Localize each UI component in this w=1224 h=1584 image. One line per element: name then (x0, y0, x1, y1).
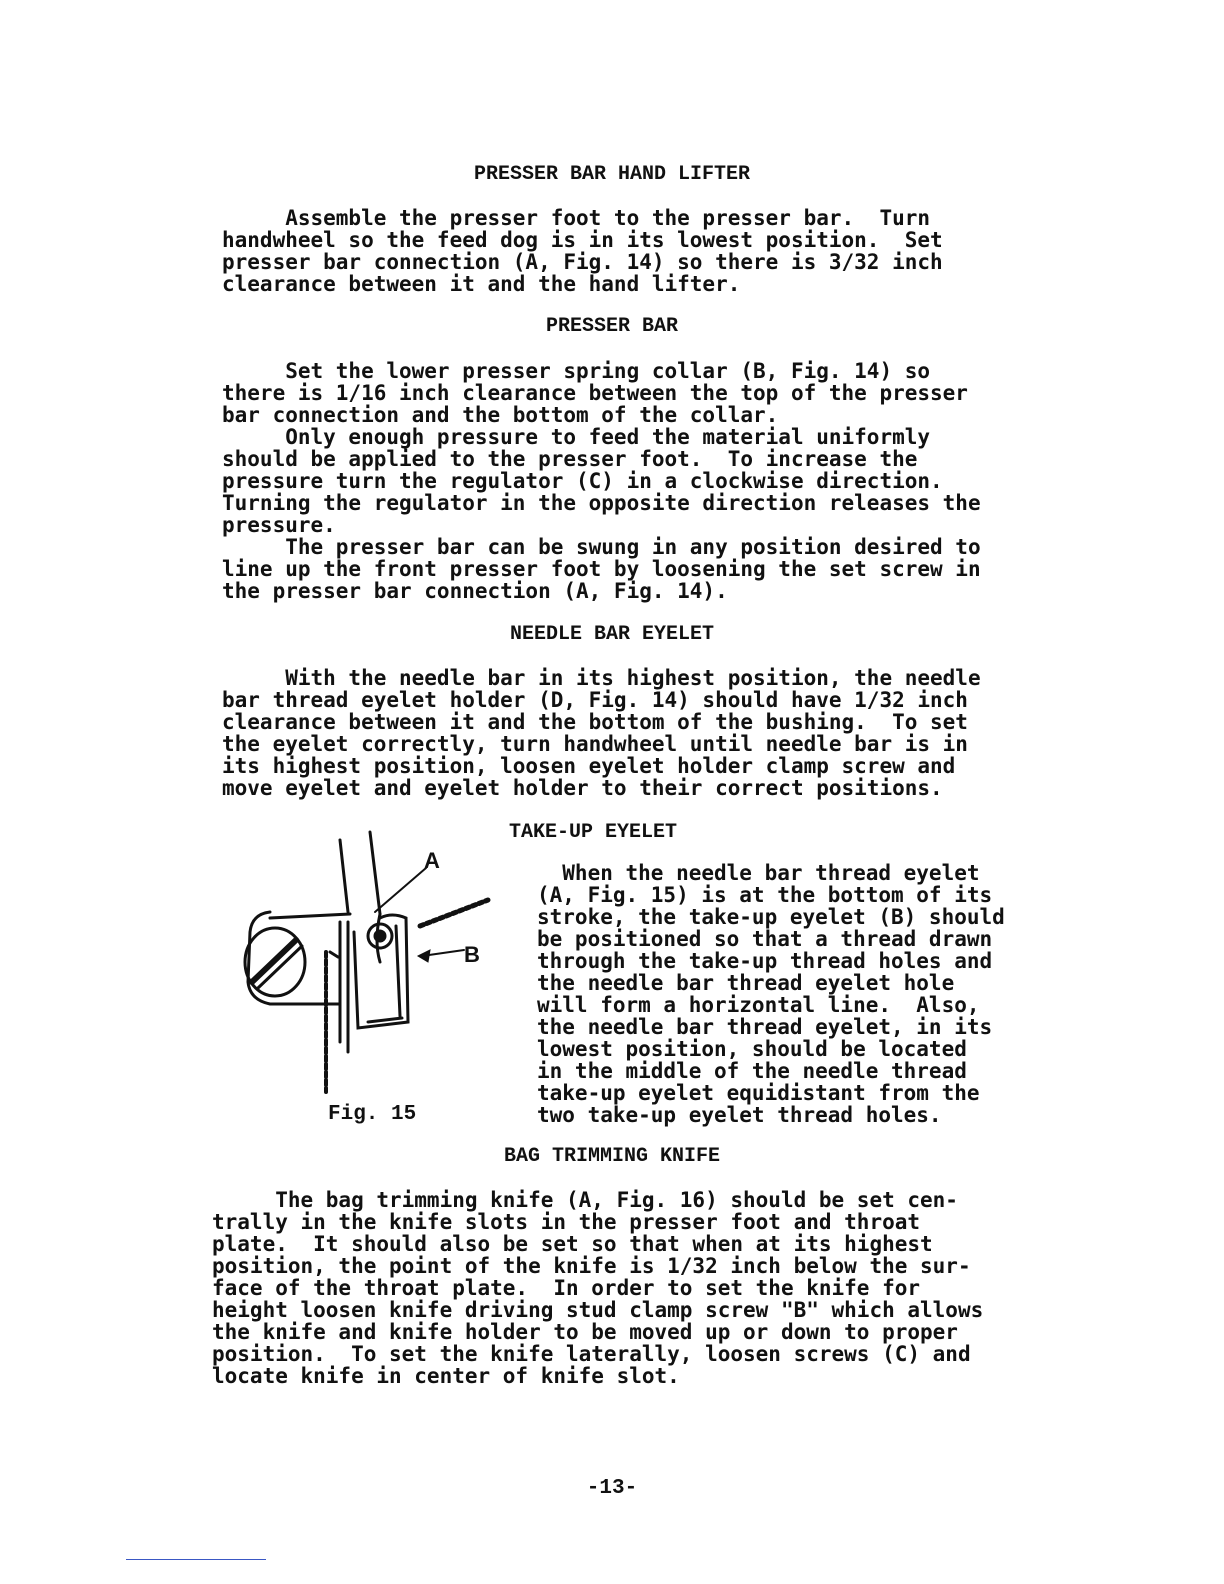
para-presser-bar-1: Set the lower presser spring collar (B, Fig. 14) so there is 1/16 inch clearance between the top of the presser bar connection and the bottom of the collar. (222, 359, 968, 427)
para-presser-bar-3: The presser bar can be swung in any position desired to line up the front presser foot by loosening the set screw in the presser bar connection (A, Fig. 14). (222, 535, 981, 603)
page-number: -13- (586, 1477, 638, 1500)
heading-presser-bar: PRESSER BAR (545, 315, 679, 338)
para-hand-lifter: Assemble the presser foot to the presser bar. Turn handwheel so the feed dog is in its lowest position. Set presser bar connection (A, Fig. 14) so there is 3/32 inch clearance between it and the hand lifter. (222, 206, 943, 296)
para-take-up-eyelet: When the needle bar thread eyelet (A, Fig. 15) is at the bottom of its stroke, the take-up eyelet (B) should be positioned so that a thread drawn through the take-up thread holes and the needle bar thread eyelet hole will form a horizontal line. Also, the needle bar thread eyelet, in its lowest position, should be located in the middle of the needle thread take-up eyelet equidistant from the two take-up eyelet thread holes. (537, 861, 1005, 1127)
heading-hand-lifter: PRESSER BAR HAND LIFTER (473, 163, 751, 186)
para-presser-bar-2: Only enough pressure to feed the material uniformly should be applied to the presser foot. To increase the pressure turn the regulator (C) in a clockwise direction. Turning the regulator in the opposite direction releases the pressure. (222, 425, 981, 537)
figure-caption: Fig. 15 (328, 1103, 417, 1126)
heading-needle-bar-eyelet: NEEDLE BAR EYELET (509, 623, 715, 646)
figure-15-illustration (230, 822, 510, 1108)
figure-label-b: B (464, 942, 480, 967)
figure-label-a: A (424, 848, 440, 873)
para-bag-trimming-knife: The bag trimming knife (A, Fig. 16) should be set cen- trally in the knife slots in the presser foot and throat plate. It should also be set so that when at its highest position, the point of the knife is 1/32 inch below the sur- face of the throat plate. In order to set the knife for height loosen knife driving stud clamp screw "B" which allows the knife and knife holder to be moved up or down to proper position. To set the knife laterally, loosen screws (C) and locate knife in center of knife slot. (212, 1188, 984, 1388)
heading-take-up-eyelet: TAKE-UP EYELET (509, 821, 678, 844)
para-needle-bar-eyelet: With the needle bar in its highest position, the needle bar thread eyelet holder (D, Fig. 14) should have 1/32 inch clearance between it and the bottom of the bushing. To set the eyelet correctly, turn handwheel until needle bar is in its highest position, loosen eyelet holder clamp screw and move eyelet and eyelet holder to their correct positions. (222, 666, 981, 800)
footer-rule (126, 1559, 266, 1560)
heading-bag-trimming-knife: BAG TRIMMING KNIFE (503, 1145, 721, 1168)
